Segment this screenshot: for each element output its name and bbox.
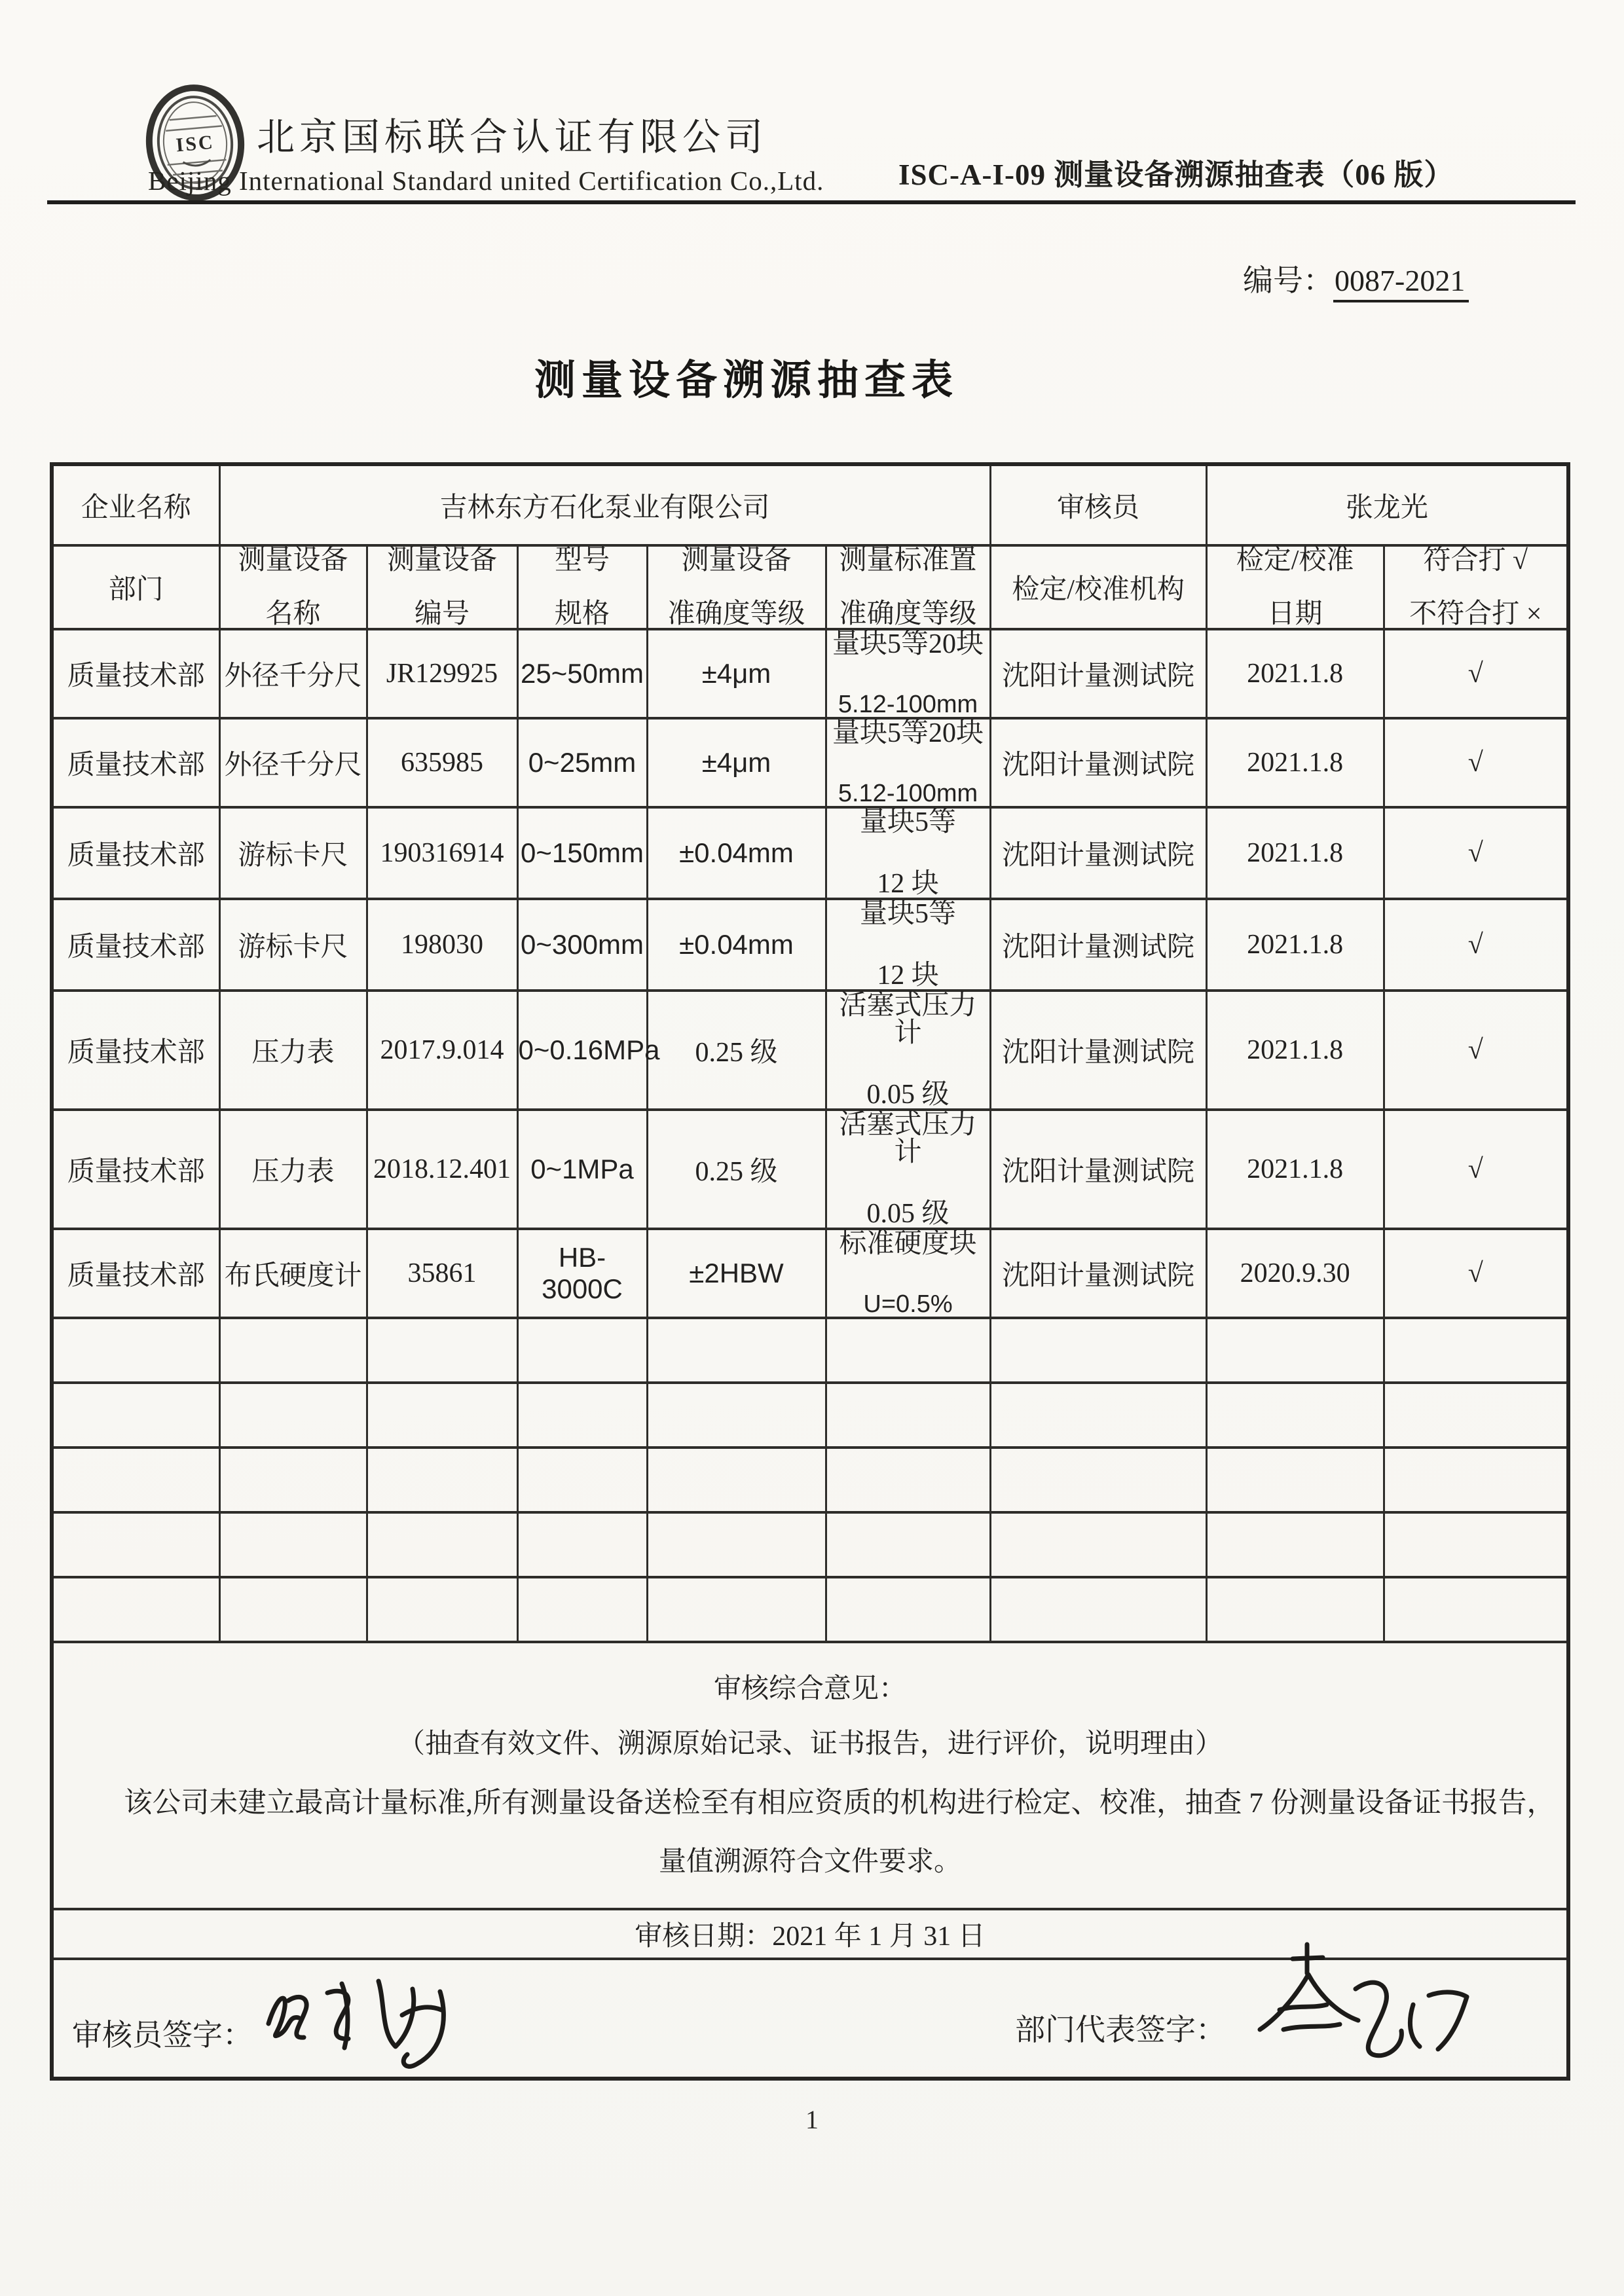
agency-cell: 沈阳计量测试院 [990,1110,1206,1229]
standard-accuracy-cell [826,629,990,718]
comment-body-line2: 量值溯源符合文件要求。 [659,1846,962,1877]
device-name-cell: 游标卡尺 [219,807,367,899]
empty-row [52,1577,1568,1642]
auditor-name-cell: 张龙光 [1206,464,1568,545]
page-number: 1 [805,2105,819,2134]
empty-cell [647,1383,826,1448]
model-cell: 0~300mm [517,899,647,991]
auditor-sign-label: 审核员签字： [72,2018,253,2052]
result-cell: √ [1384,899,1568,991]
col-header-line: 名称 [265,599,321,629]
device-accuracy-cell: 0.25 级 [647,1110,826,1229]
comment-row [52,1642,1568,1909]
empty-cell [1206,1383,1384,1448]
empty-cell [647,1318,826,1383]
comment-hint: （抽查有效文件、溯源原始记录、证书报告，进行评价，说明理由） [397,1729,1223,1760]
auditor-label-cell: 审核员 [990,464,1206,545]
serial-number: 0087-2021 [1333,264,1469,302]
empty-cell [647,1577,826,1642]
equipment-row [52,807,1568,899]
empty-cell [826,1448,990,1512]
device-no-cell: 2017.9.014 [367,991,517,1110]
empty-cell [367,1318,517,1383]
empty-cell [52,1383,219,1448]
col-header-line: 不符合打 × [1409,599,1542,629]
result-cell: √ [1384,1110,1568,1229]
doc-code: ISC-A-I-09 测量设备溯源抽查表（06 版） [898,158,1454,191]
device-name-cell: 外径千分尺 [219,718,367,807]
standard-line: 12 块 [877,960,939,991]
dept-signature-handwriting [1244,1926,1480,2083]
standard-line: 活塞式压力计 [839,991,977,1048]
standard-accuracy-cell [826,718,990,807]
col-header-dept: 部门 [52,545,219,629]
dept-cell: 质量技术部 [52,718,219,807]
agency-cell: 沈阳计量测试院 [990,899,1206,991]
equipment-row [52,1110,1568,1229]
serial-number-line [1243,257,1469,300]
comment-section [52,1642,1568,1909]
empty-cell [1384,1383,1568,1448]
date-cell: 2021.1.8 [1206,991,1384,1110]
signature-wrap [54,1960,1566,2077]
date-cell: 2021.1.8 [1206,629,1384,718]
empty-cell [990,1448,1206,1512]
empty-cell [826,1512,990,1577]
empty-cell [647,1448,826,1512]
device-accuracy-cell: ±4μm [647,718,826,807]
equipment-row [52,629,1568,718]
dept-sign-label: 部门代表签字： [1015,2013,1226,2047]
empty-row [52,1512,1568,1577]
standard-line: 12 块 [877,869,939,899]
empty-cell [367,1448,517,1512]
col-header-line: 规格 [554,599,610,629]
standard-accuracy-cell [826,1229,990,1318]
company-label-cell: 企业名称 [52,464,219,545]
device-accuracy-cell: ±0.04mm [647,807,826,899]
date-cell: 2021.1.8 [1206,807,1384,899]
device-name-cell: 外径千分尺 [219,629,367,718]
audit-date-label: 审核日期： [635,1922,773,1952]
empty-cell [826,1318,990,1383]
standard-accuracy-cell [826,807,990,899]
result-cell: √ [1384,1229,1568,1318]
dept-cell: 质量技术部 [52,1229,219,1318]
agency-cell: 沈阳计量测试院 [990,629,1206,718]
col-header-line: 编号 [414,599,470,629]
empty-cell [990,1318,1206,1383]
model-cell: HB-3000C [517,1229,647,1318]
col-header-agency: 检定/校准机构 [990,545,1206,629]
standard-line: U=0.5% [863,1290,953,1318]
device-accuracy-cell: ±4μm [647,629,826,718]
col-header-model [517,545,647,629]
result-cell: √ [1384,718,1568,807]
device-no-cell: 35861 [367,1229,517,1318]
device-accuracy-cell: ±0.04mm [647,899,826,991]
agency-cell: 沈阳计量测试院 [990,991,1206,1110]
empty-cell [52,1577,219,1642]
equipment-row [52,1229,1568,1318]
dept-cell: 质量技术部 [52,629,219,718]
empty-cell [990,1383,1206,1448]
empty-cell [1206,1577,1384,1642]
col-header-line: 符合打 √ [1423,545,1528,575]
signature-row [52,1959,1568,2079]
agency-cell: 沈阳计量测试院 [990,807,1206,899]
model-cell: 25~50mm [517,629,647,718]
col-header-device-name [219,545,367,629]
device-no-cell: 2018.12.401 [367,1110,517,1229]
empty-row [52,1448,1568,1512]
equipment-row [52,899,1568,991]
empty-cell [219,1512,367,1577]
col-header-device-accuracy [647,545,826,629]
standard-line: 0.05 级 [866,1199,950,1229]
standard-accuracy-cell [826,899,990,991]
standard-line: 量块5等 [860,899,957,929]
traceability-table [50,462,1570,2081]
device-name-cell: 游标卡尺 [219,899,367,991]
comment-title: 审核综合意见： [714,1674,907,1705]
col-header-device-no [367,545,517,629]
standard-line: 标准硬度块 [839,1229,977,1259]
device-name-cell: 压力表 [219,1110,367,1229]
empty-cell [647,1512,826,1577]
date-cell: 2021.1.8 [1206,718,1384,807]
empty-cell [219,1318,367,1383]
col-header-line: 检定/校准 [1236,545,1354,575]
standard-line: 0.05 级 [866,1080,950,1110]
empty-cell [219,1577,367,1642]
page-title: 测量设备溯源抽查表 [534,357,959,403]
empty-cell [1206,1448,1384,1512]
empty-cell [990,1512,1206,1577]
empty-cell [367,1577,517,1642]
result-cell: √ [1384,991,1568,1110]
company-name-cn: 北京国标联合认证有限公司 [257,116,768,158]
standard-line: 活塞式压力计 [839,1110,977,1167]
empty-cell [219,1448,367,1512]
standard-line: 量块5等20块 [832,629,984,659]
standard-line: 5.12-100mm [838,691,978,718]
device-no-cell: 198030 [367,899,517,991]
device-no-cell: 190316914 [367,807,517,899]
col-header-line: 准确度等级 [667,599,805,629]
empty-cell [52,1512,219,1577]
col-header-line: 测量标准置 [839,545,977,575]
col-header-line: 测量设备 [386,545,497,575]
empty-cell [990,1577,1206,1642]
serial-label: 编号： [1243,264,1333,297]
signature-cell [52,1959,1568,2079]
dept-cell: 质量技术部 [52,991,219,1110]
empty-cell [1384,1512,1568,1577]
col-header-date [1206,545,1384,629]
device-no-cell: 635985 [367,718,517,807]
equipment-row [52,991,1568,1110]
col-header-line: 日期 [1267,599,1323,629]
date-cell: 2021.1.8 [1206,1110,1384,1229]
device-name-cell: 压力表 [219,991,367,1110]
dept-cell: 质量技术部 [52,1110,219,1229]
empty-cell [1384,1577,1568,1642]
standard-line: 量块5等20块 [832,718,984,748]
empty-cell [517,1577,647,1642]
empty-cell [219,1383,367,1448]
empty-cell [52,1318,219,1383]
agency-cell: 沈阳计量测试院 [990,718,1206,807]
empty-cell [1206,1512,1384,1577]
empty-cell [1384,1448,1568,1512]
device-accuracy-cell: 0.25 级 [647,991,826,1110]
standard-line: 量块5等 [860,807,957,837]
empty-cell [52,1448,219,1512]
standard-line: 5.12-100mm [838,780,978,807]
col-header-line: 测量设备 [238,545,348,575]
standard-accuracy-cell [826,1110,990,1229]
equipment-row [52,718,1568,807]
col-header-standard-accuracy [826,545,990,629]
empty-cell [1384,1318,1568,1383]
header-divider [47,200,1576,204]
date-cell: 2020.9.30 [1206,1229,1384,1318]
agency-cell: 沈阳计量测试院 [990,1229,1206,1318]
auditor-signature-handwriting [250,1955,466,2086]
svg-text:ISC: ISC [175,131,215,156]
empty-row [52,1383,1568,1448]
empty-cell [517,1448,647,1512]
model-cell: 0~0.16MPa [517,991,647,1110]
result-cell: √ [1384,629,1568,718]
comment-body-line1: 该公司未建立最高计量标准,所有测量设备送检至有相应资质的机构进行检定、校准，抽查 7 份测量设备证书报告， [124,1787,1555,1819]
result-cell: √ [1384,807,1568,899]
empty-cell [367,1383,517,1448]
empty-cell [826,1577,990,1642]
dept-cell: 质量技术部 [52,899,219,991]
company-value-cell: 吉林东方石化泵业有限公司 [219,464,990,545]
device-no-cell: JR129925 [367,629,517,718]
model-cell: 0~1MPa [517,1110,647,1229]
column-header-row [52,545,1568,629]
date-cell: 2021.1.8 [1206,899,1384,991]
device-name-cell: 布氏硬度计 [219,1229,367,1318]
company-row [52,464,1568,545]
audit-date-value: 2021 年 1 月 31 日 [772,1922,986,1952]
company-name-en: Beijing International Standard united Certification Co.,Ltd. [148,166,824,196]
model-cell: 0~150mm [517,807,647,899]
empty-cell [826,1383,990,1448]
col-header-line: 准确度等级 [839,599,977,629]
standard-accuracy-cell [826,991,990,1110]
empty-cell [517,1512,647,1577]
empty-cell [517,1318,647,1383]
dept-cell: 质量技术部 [52,807,219,899]
col-header-line: 型号 [554,545,610,575]
model-cell: 0~25mm [517,718,647,807]
empty-cell [367,1512,517,1577]
col-header-line: 测量设备 [681,545,792,575]
col-header-result [1384,545,1568,629]
empty-cell [1206,1318,1384,1383]
device-accuracy-cell: ±2HBW [647,1229,826,1318]
empty-cell [517,1383,647,1448]
empty-row [52,1318,1568,1383]
